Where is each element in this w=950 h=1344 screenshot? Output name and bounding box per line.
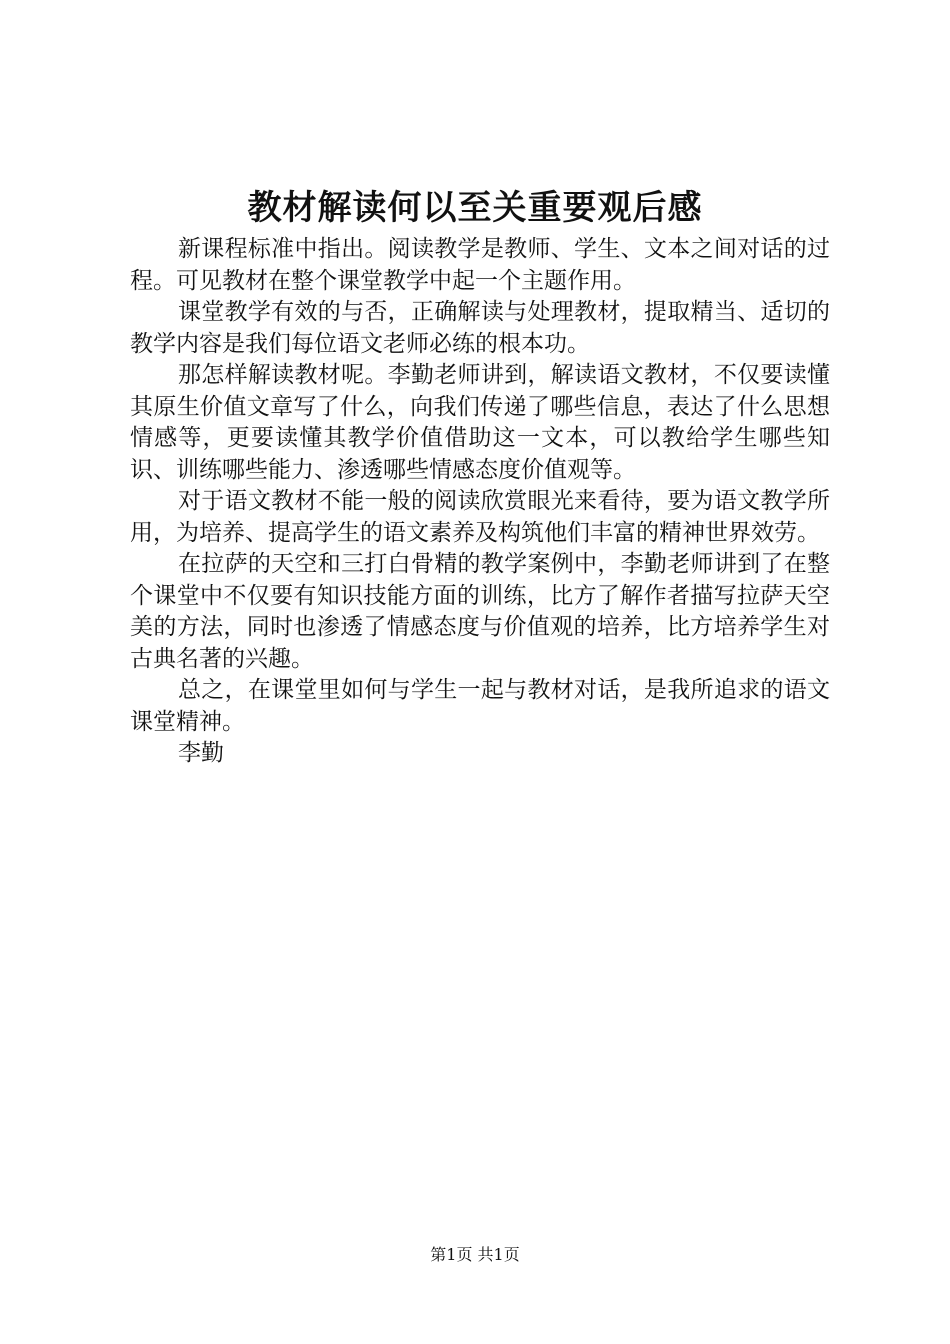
paragraph-6: 总之，在课堂里如何与学生一起与教材对话，是我所追求的语文课堂精神。 [130, 677, 830, 735]
paragraph-4: 对于语文教材不能一般的阅读欣赏眼光来看待，要为语文教学所用，为培养、提高学生的语文素养及构筑他们丰富的精神世界效劳。 [130, 488, 830, 546]
paragraph-2: 课堂教学有效的与否，正确解读与处理教材，提取精当、适切的教学内容是我们每位语文老师必练的根本功。 [130, 299, 830, 357]
page-footer: 第1页 共1页 [430, 1245, 520, 1264]
paragraph-3: 那怎样解读教材呢。李勤老师讲到，解读语文教材，不仅要读懂其原生价值文章写了什么，向我们传递了哪些信息，表达了什么思想情感等，更要读懂其教学价值借助这一文本，可以教给学生哪些知识、训练哪些能力、渗透哪些情感态度价值观等。 [130, 362, 830, 483]
author-signature: 李勤 [178, 740, 224, 766]
paragraph-1: 新课程标准中指出。阅读教学是教师、学生、文本之间对话的过程。可见教材在整个课堂教学中起一个主题作用。 [130, 236, 830, 294]
document-body [130, 234, 830, 770]
paragraph-5: 在拉萨的天空和三打白骨精的教学案例中，李勤老师讲到了在整个课堂中不仅要有知识技能方面的训练，比方了解作者描写拉萨天空美的方法，同时也渗透了情感态度与价值观的培养，比方培养学生对古典名著的兴趣。 [130, 551, 830, 672]
document-title: 教材解读何以至关重要观后感 [247, 188, 703, 228]
